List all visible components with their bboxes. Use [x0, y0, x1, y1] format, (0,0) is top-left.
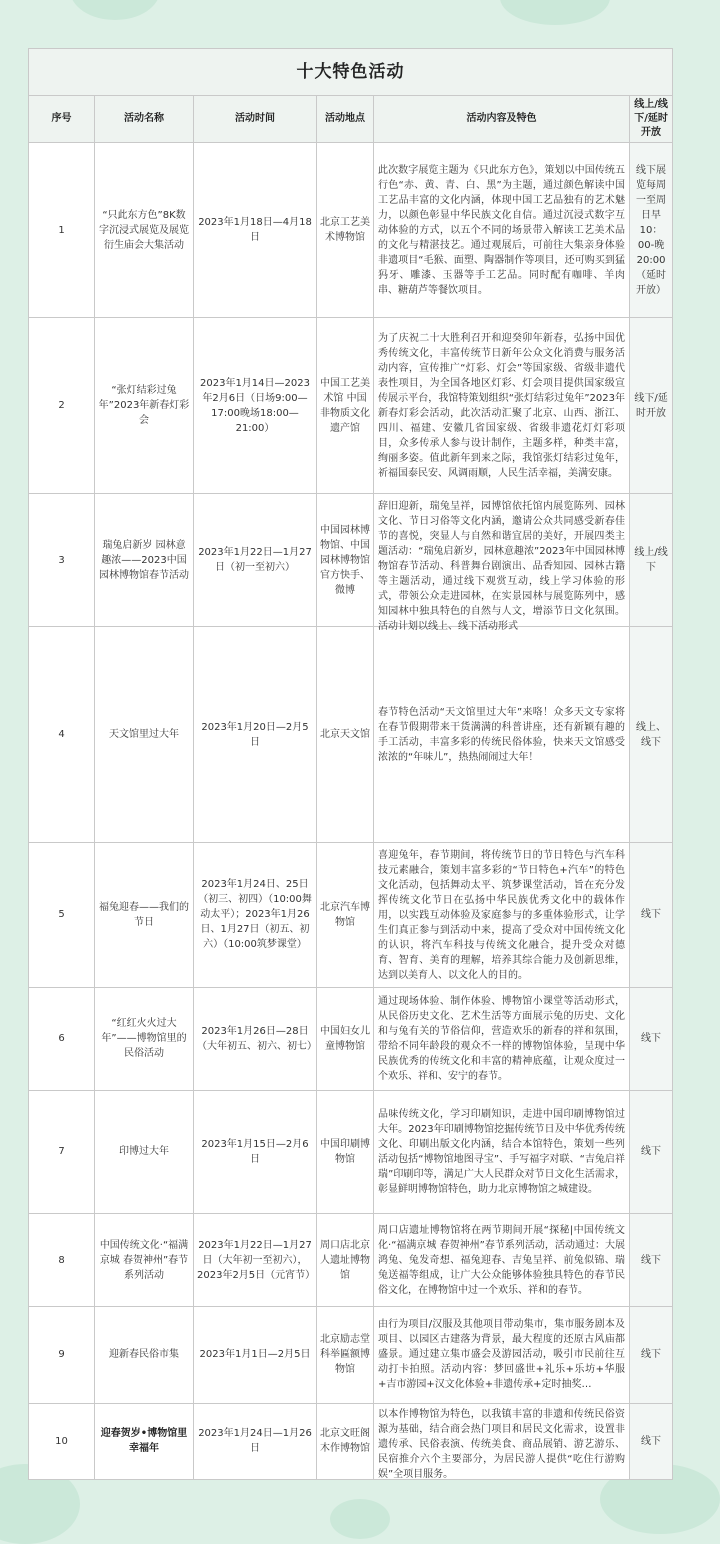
row-time: 2023年1月22日—1月27日（大年初一至初六），2023年2月5日（元宵节）	[194, 1214, 317, 1307]
table-row	[29, 318, 673, 494]
header-content: 活动内容及特色	[374, 96, 630, 143]
row-time: 2023年1月20日—2月5日	[194, 627, 317, 843]
row-place: 北京天文馆	[317, 627, 374, 843]
row-time: 2023年1月1日—2月5日	[194, 1306, 317, 1403]
row-content	[374, 1403, 630, 1479]
row-place: 北京汽车博物馆	[317, 843, 374, 987]
row-name: “张灯结彩过兔年”2023年新春灯彩会	[95, 318, 194, 494]
row-mode: 线下	[630, 1090, 673, 1214]
row-mode: 线下	[630, 987, 673, 1090]
table-row	[29, 494, 673, 627]
row-place: 北京文旺阁木作博物馆	[317, 1403, 374, 1479]
decor-blob	[330, 1499, 390, 1539]
row-content	[374, 1214, 630, 1307]
row-name: 印博过大年	[95, 1090, 194, 1214]
table-row	[29, 843, 673, 987]
row-content-text: 由行为项目/汉服及其他项目带动集市，集市服务剧本及项目、以园区古建落为背景，最大程度的还原古风庙都盛景。通过建立集市盛会及游园活动，吸引市民前往互动打卡拍照。活动内容：梦回盛世+礼乐+乐坊+华服+吉市游园+汉文化体验+非遗传承+定时抽奖…	[378, 1319, 625, 1391]
row-content	[374, 987, 630, 1090]
table-title: 十大特色活动	[29, 49, 673, 96]
activity-table-card	[28, 48, 672, 1480]
row-time: 2023年1月18日—4月18日	[194, 143, 317, 318]
row-index: 7	[29, 1090, 95, 1214]
table-row	[29, 987, 673, 1090]
table-row	[29, 1214, 673, 1307]
row-time: 2023年1月26日—28日（大年初五、初六、初七）	[194, 987, 317, 1090]
row-place: 周口店北京人遗址博物馆	[317, 1214, 374, 1307]
row-place: 中国妇女儿童博物馆	[317, 987, 374, 1090]
table-header-row	[29, 96, 673, 143]
table-row	[29, 627, 673, 843]
row-index: 5	[29, 843, 95, 987]
row-mode: 线下	[630, 1306, 673, 1403]
row-place: 北京工艺美术博物馆	[317, 143, 374, 318]
row-mode: 线下	[630, 843, 673, 987]
row-mode: 线下	[630, 1214, 673, 1307]
row-index: 9	[29, 1306, 95, 1403]
row-mode: 线下/延时开放	[630, 318, 673, 494]
row-time: 2023年1月24日、25日（初三、初四）（10:00舞动太平）；2023年1月26日、1月27日（初五、初六）（10:00筑梦课堂）	[194, 843, 317, 987]
row-content	[374, 1306, 630, 1403]
header-place: 活动地点	[317, 96, 374, 143]
row-name: “红红火火过大年”——博物馆里的民俗活动	[95, 987, 194, 1090]
table-row	[29, 143, 673, 318]
row-mode: 线下展览每周一至周日早10：00-晚20:00（延时开放）	[630, 143, 673, 318]
row-index: 10	[29, 1403, 95, 1479]
decor-blob	[500, 0, 610, 25]
row-name: 福兔迎春——我们的节日	[95, 843, 194, 987]
row-time: 2023年1月24日—1月26日	[194, 1403, 317, 1479]
row-name: 瑞兔启新岁 园林意趣浓——2023中国园林博物馆春节活动	[95, 494, 194, 627]
row-content-text: 通过现场体验、制作体验、博物馆小课堂等活动形式，从民俗历史文化、艺术生活等方面展示兔的历史、文化和与兔有关的节俗信仰，营造欢乐的新春的祥和氛围，带给不同年龄段的观众不一样的博物馆体验，呈现中华民族优秀的传统文化和丰富的精神底蕴，让观众度过一个欢乐、祥和、安宁的春节。	[378, 995, 625, 1082]
header-mode: 线上/线下/延时开放	[630, 96, 673, 143]
header-index: 序号	[29, 96, 95, 143]
table-row	[29, 1306, 673, 1403]
table-row	[29, 1403, 673, 1479]
row-content-text: 周口店遗址博物馆将在两节期间开展“探秘|中国传统文化·“福满京城 春贺神州”春节系列活动，活动通过：大展鸿兔、兔发奇想、福兔迎春、吉兔呈祥、前兔似锦、瑞兔送福等组成，让广大公众能够体验独具特色的春节民俗文化，在博物馆中过一个欢乐、祥和的春节。	[378, 1224, 625, 1296]
row-content-text: 喜迎兔年，春节期间，将传统节日的节日特色与汽车科技元素融合，策划丰富多彩的“节日特色+汽车”的特色文化活动，包括舞动太平、筑梦课堂活动，旨在充分发挥传统文化节日在弘扬中华民族优秀文化中的载体作用，以实践互动体验及家庭参与的多重体验形式，让学生们真正参与到活动中来，提高了受众对中国传统文化的认识，将汽车科技与传统文化融合，提升受众对德育、智育、美育的理解，培养其综合能力及创新思维，达到以美育人、以文化人的目的。	[378, 849, 625, 981]
row-place: 中国工艺美术馆 中国非物质文化遗产馆	[317, 318, 374, 494]
row-mode: 线下	[630, 1403, 673, 1479]
row-index: 4	[29, 627, 95, 843]
row-index: 3	[29, 494, 95, 627]
row-content	[374, 318, 630, 494]
row-time: 2023年1月15日—2月6日	[194, 1090, 317, 1214]
row-name: 天文馆里过大年	[95, 627, 194, 843]
row-content-text: 以本作博物馆为特色，以我镇丰富的非遗和传统民俗资源为基础，结合商会热门项目和居民文化需求，设置非遗传承、民俗表演、传统美食、商品展销、游艺游乐、民宿推介六个主要部分，为居民游人提供“吃住行游购娱”全项目服务。	[378, 1409, 625, 1481]
row-content-text: 品味传统文化，学习印刷知识，走进中国印刷博物馆过大年。2023年印刷博物馆挖掘传统节日及中华优秀传统文化、印刷出版文化内涵，结合本馆特色，策划一些列活动包括“博物馆地图寻宝”、手写福字对联、“吉兔启祥瑞”印刷印等，满足广大人民群众对节日文化生活需求，彰显鲜明博物馆特色，助力北京博物馆之城建设。	[378, 1108, 625, 1195]
row-content	[374, 627, 630, 843]
header-time: 活动时间	[194, 96, 317, 143]
row-time: 2023年1月14日—2023年2月6日（日场9:00—17:00晚场18:00—21:00）	[194, 318, 317, 494]
decor-blob	[70, 0, 160, 20]
row-place: 北京励志堂科举匾额博物馆	[317, 1306, 374, 1403]
row-name: 迎新春民俗市集	[95, 1306, 194, 1403]
row-content	[374, 143, 630, 318]
row-name: 迎春贺岁•博物馆里幸福年	[95, 1403, 194, 1479]
row-mode: 线上/线下	[630, 494, 673, 627]
row-place: 中国印刷博物馆	[317, 1090, 374, 1214]
row-name: “只此东方色”8K数字沉浸式展览及展览衍生庙会大集活动	[95, 143, 194, 318]
row-index: 2	[29, 318, 95, 494]
row-index: 8	[29, 1214, 95, 1307]
row-mode: 线上、线下	[630, 627, 673, 843]
row-name: 中国传统文化·“福满京城 春贺神州”春节系列活动	[95, 1214, 194, 1307]
table-row	[29, 1090, 673, 1214]
row-content	[374, 494, 630, 632]
row-content	[374, 843, 630, 987]
row-index: 1	[29, 143, 95, 318]
header-name: 活动名称	[95, 96, 194, 143]
row-content-text: 此次数字展览主题为《只此东方色》，策划以中国传统五行色“赤、黄、青、白、黑”为主题，通过颜色解读中国工艺品丰富的文化内涵，体现中国工艺品独有的艺术魅力，以颜色彰显中华民族文化自信。通过沉浸式数字互动体验的方式，以五个不同的场景带入解读工艺美术品的文化与精湛技艺。通过观展后，可前往大集亲身体验非遗项目“毛猴、面塑、陶器制作等项目，还可购买到猛犸牙、雕漆、玉器等手工艺品。同时配有咖啡、羊肉串、糖葫芦等餐饮项目。	[378, 164, 625, 296]
row-content-text: 辞旧迎新，瑞兔呈祥，园博馆依托馆内展览陈列、园林文化、节日习俗等文化内涵，邀请公众共同感受新春佳节的喜悦，突显人与自然和谐宜居的美好，开展四类主题活动：“瑞兔启新岁，园林意趣浓”2023年中国园林博物馆春节活动、科普舞台剧演出、品香知园、园林古籍等主题活动，通过线下观赏互动，线上学习体验的形式，带领公众走进园林，在实景园林与展览陈列中，感知园林中独具特色的自然与人文，增添节日文化氛围。活动计划以线上、线下活动形式	[378, 500, 625, 632]
row-content-text: 春节特色活动“天文馆里过大年”来咯！众多天文专家将在春节假期带来干货满满的科普讲座，还有新颖有趣的手工活动，丰富多彩的传统民俗体验，快来天文馆感受浓浓的“年味儿”，热热闹闹过大年！	[378, 706, 625, 763]
activity-table	[28, 48, 673, 1480]
row-index: 6	[29, 987, 95, 1090]
row-place: 中国园林博物馆、中国园林博物馆官方快手、微博	[317, 494, 374, 627]
row-content-text: 为了庆祝二十大胜利召开和迎癸卯年新春，弘扬中国优秀传统文化，丰富传统节日新年公众文化消费与服务活动内容，宣传推广“灯彩、灯会”等国家级、省级非遗代表性项目，为全国各地区灯彩、灯会项目提供国家级宣传展示平台，我馆特策划组织“张灯结彩过兔年”2023年新春灯彩会活动，此次活动汇聚了北京、山西、浙江、四川、福建、安徽几省国家级、省级非遗花灯灯彩项目，众多传承人参与设计制作，主题多样，种类丰富，绚丽多姿。值此新年到来之际，我馆张灯结彩过兔年，祈福国泰民安、风调雨顺，人民生活幸福，美满安康。	[378, 332, 625, 479]
row-time: 2023年1月22日—1月27日（初一至初六）	[194, 494, 317, 627]
row-content	[374, 1090, 630, 1214]
